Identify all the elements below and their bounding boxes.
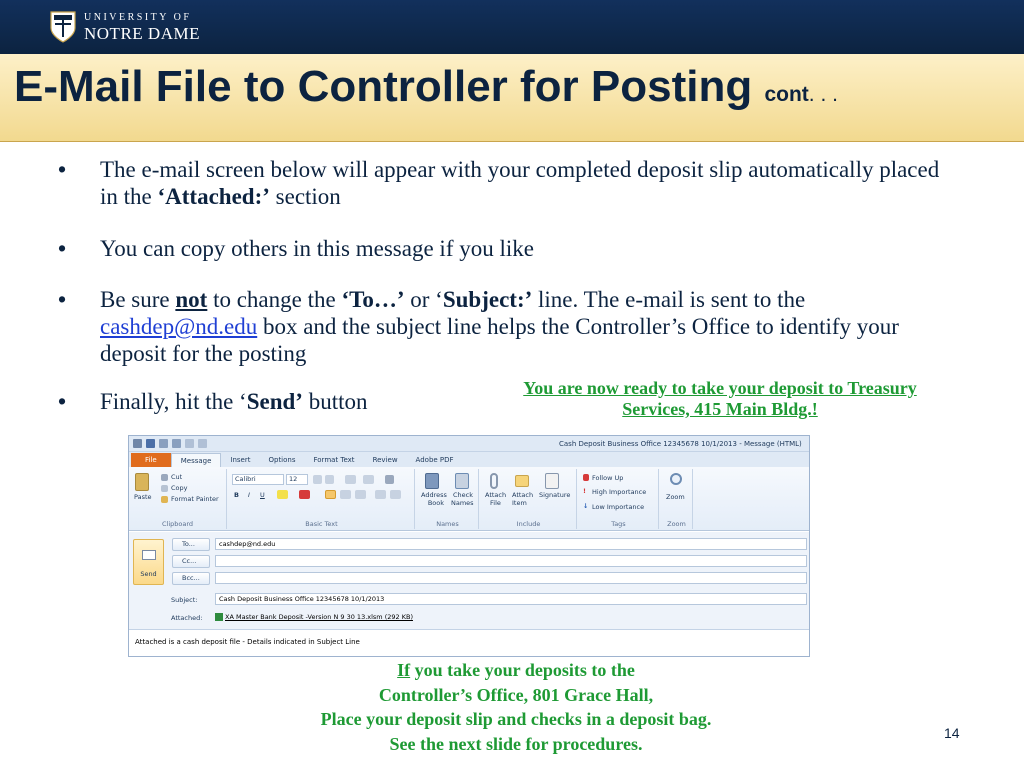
tab-adobe-pdf[interactable]: Adobe PDF <box>415 456 454 464</box>
shield-icon <box>50 11 76 43</box>
align-center-icon[interactable] <box>340 490 351 499</box>
shrink-font-icon[interactable] <box>325 475 334 484</box>
subject-label: Subject: <box>171 596 198 604</box>
paste-button[interactable]: Paste <box>134 493 152 501</box>
address-book-icon <box>425 473 439 489</box>
basic-text-group <box>229 469 415 529</box>
bullet-bold: Subject:’ <box>442 287 533 312</box>
bullet-item <box>56 235 534 262</box>
zoom-group <box>661 469 693 529</box>
names-group <box>417 469 479 529</box>
tab-insert[interactable]: Insert <box>230 456 251 464</box>
send-label: Send <box>140 570 157 578</box>
university-logo <box>50 8 200 46</box>
high-importance-button[interactable]: High Importance <box>592 488 647 496</box>
address-book-button[interactable]: Address Book <box>421 491 447 507</box>
procedure-note <box>200 658 832 756</box>
quick-access-toolbar <box>133 439 207 448</box>
font-name-select[interactable]: Calibri <box>232 474 284 485</box>
font-color-icon[interactable] <box>299 490 310 499</box>
logo-line-1: UNIVERSITY OF <box>84 11 192 23</box>
title-band <box>0 54 1024 142</box>
paperclip-icon <box>490 473 498 489</box>
numbering-icon[interactable] <box>363 475 374 484</box>
compose-header <box>129 532 809 632</box>
attach-item-button[interactable]: Attach Item <box>512 491 534 507</box>
low-importance-icon: ↓ <box>583 502 589 510</box>
tags-group-label: Tags <box>611 520 626 528</box>
basic-text-group-label: Basic Text <box>305 520 338 528</box>
redo-icon <box>172 439 181 448</box>
procedure-if: If <box>397 660 411 680</box>
highlight-icon[interactable] <box>277 490 288 499</box>
tab-options[interactable]: Options <box>268 456 296 464</box>
bullet-text: The e-mail screen below will appear with your completed deposit slip automatically placed in the <box>100 157 940 209</box>
bullet-marker: • <box>58 235 67 261</box>
attached-label: Attached: <box>171 614 203 622</box>
bullet-text: box and the subject line helps the Controller’s Office to identify your deposit for the posting <box>100 314 899 366</box>
procedure-line-1: you take your deposits to the <box>410 660 635 680</box>
zoom-button[interactable]: Zoom <box>666 493 685 501</box>
align-right-icon[interactable] <box>355 490 366 499</box>
bullet-item <box>56 286 956 367</box>
font-size-select[interactable]: 12 <box>286 474 308 485</box>
bullet-marker: • <box>58 156 67 182</box>
bullet-text: line. The e-mail is sent to the <box>532 287 806 312</box>
customize-qat-icon <box>198 439 207 448</box>
page-number: 14 <box>944 725 960 741</box>
clear-formatting-icon[interactable] <box>385 475 394 484</box>
bullet-text: to change the <box>207 287 342 312</box>
format-painter-icon <box>161 496 168 503</box>
bcc-field[interactable] <box>215 572 807 584</box>
bullet-bold: ‘Attached:’ <box>157 184 270 209</box>
copy-icon <box>161 485 168 492</box>
grow-font-icon[interactable] <box>313 475 322 484</box>
tab-file[interactable]: File <box>131 453 171 467</box>
slide-title <box>14 62 838 112</box>
tags-group <box>579 469 659 529</box>
title-dots: . . . <box>808 83 838 106</box>
signature-icon <box>545 473 559 489</box>
bullet-emphasis-not: not <box>175 287 208 312</box>
check-names-icon <box>455 473 469 489</box>
ready-note: You are now ready to take your deposit to Treasury Services, 415 Main Bldg.! <box>523 378 917 419</box>
tab-review[interactable]: Review <box>372 456 398 464</box>
logo-line-2: NOTRE DAME <box>84 23 200 43</box>
clipboard-group <box>129 469 227 529</box>
low-importance-button[interactable]: Low Importance <box>592 503 645 511</box>
bullet-text: button <box>302 389 368 414</box>
send-button[interactable] <box>133 539 164 585</box>
tab-message[interactable]: Message <box>171 453 222 467</box>
follow-up-button[interactable]: Follow Up <box>592 474 624 482</box>
paste-icon <box>135 473 149 491</box>
signature-button[interactable]: Signature <box>539 491 571 499</box>
procedure-line-2: Controller’s Office, 801 Grace Hall, <box>378 684 654 705</box>
attach-file-button[interactable]: Attach File <box>485 491 507 507</box>
save-icon <box>146 439 155 448</box>
outlook-screenshot <box>128 435 810 657</box>
outlook-titlebar <box>129 436 809 452</box>
bullet-text: Be sure <box>100 287 176 312</box>
bullet-text: or ‘ <box>404 287 443 312</box>
copy-button[interactable]: Copy <box>171 484 188 492</box>
excel-file-icon <box>215 613 223 621</box>
bcc-button[interactable]: Bcc... <box>172 572 210 585</box>
zoom-group-label: Zoom <box>667 520 686 528</box>
undo-icon <box>159 439 168 448</box>
attachment-file[interactable]: XA Master Bank Deposit -Version N 9 30 13.xlsm (292 KB) <box>225 613 413 621</box>
email-link[interactable]: cashdep@nd.edu <box>100 314 258 339</box>
bullet-item <box>56 156 956 210</box>
outlook-app-icon <box>133 439 142 448</box>
bold-icon[interactable]: B <box>234 491 239 499</box>
bullet-bold: Send’ <box>246 389 303 414</box>
check-names-button[interactable]: Check Names <box>451 491 474 507</box>
bullets-icon[interactable] <box>345 475 356 484</box>
underline-icon[interactable]: U <box>260 491 265 499</box>
header-bar <box>0 0 1024 54</box>
slide-title-text: E-Mail File to Controller for Posting <box>14 62 753 111</box>
to-field[interactable]: cashdep@nd.edu <box>215 538 807 550</box>
subject-field[interactable]: Cash Deposit Business Office 12345678 10/1/2013 <box>215 593 807 605</box>
cc-field[interactable] <box>215 555 807 567</box>
window-title: Cash Deposit Business Office 12345678 10/1/2013 - Message (HTML) <box>559 440 802 448</box>
attach-item-icon <box>515 475 529 487</box>
ribbon <box>129 467 809 531</box>
bullet-text: Finally, hit the ‘ <box>100 389 247 414</box>
procedure-line-4: See the next slide for procedures. <box>389 733 643 754</box>
bullet-marker: • <box>58 388 67 414</box>
attached-field <box>215 611 807 624</box>
bullet-text: You can copy others in this message if you like <box>100 236 534 261</box>
tab-format-text[interactable]: Format Text <box>313 456 355 464</box>
align-left-icon[interactable] <box>325 490 336 499</box>
include-group-label: Include <box>516 520 541 528</box>
magnifier-icon <box>670 473 682 485</box>
increase-indent-icon[interactable] <box>390 490 401 499</box>
procedure-line-3: Place your deposit slip and checks in a deposit bag. <box>320 709 712 729</box>
up-arrow-icon <box>185 439 194 448</box>
flag-icon <box>583 474 589 481</box>
bullet-text: section <box>269 184 341 209</box>
include-group <box>481 469 577 529</box>
to-button[interactable]: To... <box>172 538 210 551</box>
bullet-bold: ‘To…’ <box>341 287 405 312</box>
decrease-indent-icon[interactable] <box>375 490 386 499</box>
cc-button[interactable]: Cc... <box>172 555 210 568</box>
clipboard-group-label: Clipboard <box>161 520 194 528</box>
bullet-marker: • <box>58 286 67 312</box>
cut-button[interactable]: Cut <box>171 473 183 481</box>
names-group-label: Names <box>436 520 459 528</box>
message-body[interactable]: Attached is a cash deposit file - Details indicated in Subject Line <box>129 629 809 657</box>
italic-icon[interactable]: I <box>248 491 250 499</box>
ribbon-tabs <box>129 452 809 467</box>
format-painter-button[interactable]: Format Painter <box>171 495 219 503</box>
envelope-icon <box>142 550 156 560</box>
scissors-icon <box>161 474 168 481</box>
high-importance-icon: ! <box>583 487 586 495</box>
bullet-item <box>56 388 368 415</box>
title-suffix: cont <box>764 83 809 106</box>
